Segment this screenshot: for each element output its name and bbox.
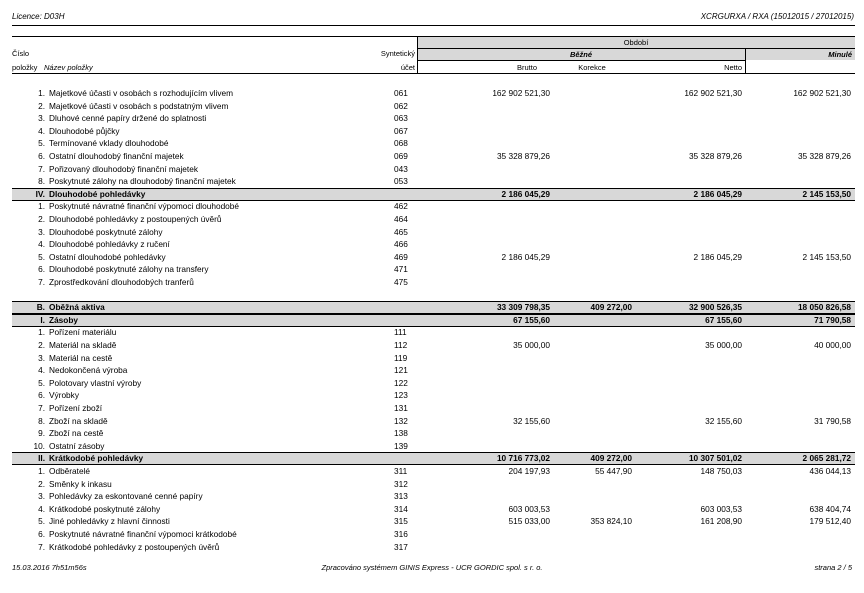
row-name: Jiné pohledávky z hlavní činnosti <box>49 516 170 527</box>
table-row <box>12 263 855 276</box>
row-account: 123 <box>394 390 408 401</box>
col-synt-2: účet <box>400 63 415 72</box>
footer-date: 15.03.2016 7h51m56s <box>12 563 87 572</box>
row-number: 6. <box>38 390 45 401</box>
row-name: Poskytnuté návratné finanční výpomoci dlouhodobé <box>49 201 240 212</box>
row-number: 3. <box>38 113 45 124</box>
row-number: 1. <box>38 201 45 212</box>
row-account: 053 <box>394 176 408 187</box>
head-mid-line <box>417 48 855 49</box>
row-netto: 162 902 521,30 <box>684 88 742 98</box>
col-bezne: Běžné <box>569 50 593 59</box>
row-account: 316 <box>394 529 408 539</box>
row-number: 5. <box>38 138 45 149</box>
licence-label: Licence: D03H <box>12 12 65 21</box>
table-row <box>12 440 855 453</box>
row-name: Termínované vklady dlouhodobé <box>49 138 169 149</box>
row-account: 465 <box>394 226 408 237</box>
row-brutto: 33 309 798,35 <box>496 302 550 313</box>
row-brutto: 2 186 045,29 <box>501 251 550 262</box>
row-brutto: 35 000,00 <box>513 340 550 350</box>
row-name: Ostatní dlouhodobý finanční majetek <box>49 151 184 161</box>
table-row <box>12 415 855 428</box>
row-number: 1. <box>38 327 45 338</box>
row-name: Zboží na skladě <box>49 415 108 426</box>
row-brutto: 2 186 045,29 <box>501 188 550 199</box>
row-number: 3. <box>38 226 45 237</box>
footer-system: Zpracováno systémem GINIS Express - UCR GORDIC spol. s r. o. <box>321 563 543 572</box>
row-netto: 35 328 879,26 <box>688 151 742 161</box>
report-id: XCRGURXA / RXA (15012015 / 27012015) <box>700 12 854 21</box>
row-number: 1. <box>38 88 45 98</box>
row-account: 469 <box>394 251 408 262</box>
table-row <box>12 339 855 352</box>
row-korekce: 409 272,00 <box>590 302 632 313</box>
row-number: 5. <box>38 251 45 262</box>
row-name: Poskytnuté návratné finanční výpomoci krátkodobé <box>49 529 237 539</box>
row-number: 2. <box>38 100 45 111</box>
row-name: Výrobky <box>49 390 79 401</box>
col-nazev: Název položky <box>44 63 93 72</box>
row-account: 139 <box>394 440 408 451</box>
row-name: Pořízení zboží <box>49 403 103 413</box>
row-name: Zásoby <box>49 314 79 325</box>
row-account: 466 <box>394 239 408 250</box>
row-minule: 179 512,40 <box>809 516 851 527</box>
row-account: 063 <box>394 113 408 124</box>
row-account: 471 <box>394 264 408 275</box>
row-name: Majetkové účasti v osobách s podstatným vlivem <box>49 100 229 111</box>
row-name: Dlouhodobé pohledávky z ručení <box>49 239 170 250</box>
row-account: 132 <box>394 415 408 426</box>
table-row <box>12 314 855 327</box>
row-name: Nedokončená výroba <box>49 365 128 376</box>
row-number: 7. <box>38 163 45 174</box>
row-name: Materiál na cestě <box>49 352 113 363</box>
table-row <box>12 213 855 226</box>
row-minule: 2 145 153,50 <box>802 251 851 262</box>
row-number: 9. <box>38 428 45 439</box>
row-name: Dlouhodobé pohledávky <box>49 188 146 199</box>
row-account: 043 <box>394 163 408 174</box>
row-number: 8. <box>38 176 45 187</box>
col-minule: Minulé <box>828 50 852 59</box>
table-row <box>12 452 855 465</box>
table-row <box>12 402 855 415</box>
head-top-line <box>12 36 855 37</box>
row-minule: 40 000,00 <box>814 340 851 350</box>
row-number: 1. <box>38 466 45 476</box>
table-row <box>12 326 855 339</box>
table-row <box>12 87 855 100</box>
row-account: 315 <box>394 516 408 527</box>
row-name: Pořizovaný dlouhodobý finanční majetek <box>49 163 198 174</box>
row-number: 5. <box>38 377 45 388</box>
row-korekce: 409 272,00 <box>590 453 632 464</box>
table-row <box>12 427 855 440</box>
table-row <box>12 515 855 528</box>
row-number: 10. <box>33 440 45 451</box>
footer-page: strana 2 / 5 <box>814 563 852 572</box>
column-header <box>12 36 855 74</box>
table-row <box>12 528 855 541</box>
row-minule: 35 328 879,26 <box>797 151 851 161</box>
row-netto: 10 307 501,02 <box>688 453 742 464</box>
col-cislo-1: Číslo <box>12 49 30 58</box>
row-account: 138 <box>394 428 408 439</box>
table-row <box>12 389 855 402</box>
row-number: 8. <box>38 415 45 426</box>
row-name: Poskytnuté zálohy na dlouhodobý finanční majetek <box>49 176 236 187</box>
row-netto: 603 003,53 <box>700 503 742 514</box>
row-account: 312 <box>394 478 408 489</box>
row-name: Směnky k inkasu <box>49 478 112 489</box>
row-account: 112 <box>394 340 408 350</box>
row-account: 314 <box>394 503 408 514</box>
row-netto: 161 208,90 <box>700 516 742 527</box>
table-row <box>12 541 855 554</box>
row-netto: 32 900 526,35 <box>688 302 742 313</box>
col-korekce: Korekce <box>578 63 606 72</box>
row-number: 2. <box>38 340 45 350</box>
table-row <box>12 175 855 188</box>
table-row <box>12 238 855 251</box>
row-account: 067 <box>394 125 408 136</box>
row-brutto: 67 155,60 <box>513 314 550 325</box>
row-brutto: 204 197,93 <box>508 466 550 476</box>
row-name: Dlouhodobé poskytnuté zálohy <box>49 226 163 237</box>
row-name: Dlouhodobé pohledávky z postoupených úvěrů <box>49 214 222 224</box>
table-row <box>12 125 855 138</box>
row-minule: 2 145 153,50 <box>802 188 851 199</box>
row-brutto: 162 902 521,30 <box>492 88 550 98</box>
table-row <box>12 352 855 365</box>
head-sub-line <box>417 60 745 61</box>
row-minule: 2 065 281,72 <box>802 453 851 464</box>
col-brutto: Brutto <box>516 63 537 72</box>
row-brutto: 10 716 773,02 <box>496 453 550 464</box>
row-minule: 638 404,74 <box>809 503 851 514</box>
row-account: 062 <box>394 100 408 111</box>
row-number: 2. <box>38 478 45 489</box>
row-number: B. <box>36 302 45 313</box>
row-brutto: 35 328 879,26 <box>496 151 550 161</box>
row-number: 3. <box>38 491 45 502</box>
row-minule: 162 902 521,30 <box>793 88 851 98</box>
row-account: 119 <box>394 352 408 363</box>
row-account: 464 <box>394 214 408 224</box>
row-name: Dlouhodobé půjčky <box>49 125 120 136</box>
table-row <box>12 478 855 491</box>
row-number: 2. <box>38 214 45 224</box>
row-account: 313 <box>394 491 408 502</box>
row-account: 475 <box>394 277 408 287</box>
table-row <box>12 137 855 150</box>
row-name: Pořízení materiálu <box>49 327 117 338</box>
row-account: 122 <box>394 377 408 388</box>
row-brutto: 603 003,53 <box>508 503 550 514</box>
table-row <box>12 301 855 314</box>
row-number: 7. <box>38 541 45 552</box>
row-name: Majetkové účasti v osobách s rozhodujícím vlivem <box>49 88 233 98</box>
row-minule: 436 044,13 <box>809 466 851 476</box>
row-netto: 2 186 045,29 <box>693 251 742 262</box>
col-netto: Netto <box>724 63 742 72</box>
row-name: Zboží na cestě <box>49 428 104 439</box>
row-name: Krátkodobé poskytnuté zálohy <box>49 503 161 514</box>
row-number: I. <box>40 314 45 325</box>
table-row <box>12 112 855 125</box>
row-brutto: 515 033,00 <box>508 516 550 527</box>
row-brutto: 32 155,60 <box>513 415 550 426</box>
row-number: 6. <box>38 151 45 161</box>
row-number: 6. <box>38 529 45 539</box>
row-number: 4. <box>38 125 45 136</box>
table-row <box>12 200 855 213</box>
col-cislo-2: položky <box>12 63 38 72</box>
row-name: Dlouhodobé poskytnuté zálohy na transfery <box>49 264 209 275</box>
row-minule: 71 790,58 <box>814 314 851 325</box>
table-row <box>12 163 855 176</box>
table-row <box>12 150 855 163</box>
row-name: Zprostředkování dlouhodobých tranferů <box>49 277 194 287</box>
row-number: IV. <box>35 188 45 199</box>
table-row <box>12 503 855 516</box>
row-name: Oběžná aktiva <box>49 302 105 313</box>
row-account: 131 <box>394 403 408 413</box>
row-netto: 67 155,60 <box>705 314 742 325</box>
row-netto: 35 000,00 <box>705 340 742 350</box>
table-row <box>12 364 855 377</box>
row-account: 069 <box>394 151 408 161</box>
row-name: Dluhové cenné papíry držené do splatnosti <box>49 113 207 124</box>
row-netto: 32 155,60 <box>705 415 742 426</box>
table-row <box>12 226 855 239</box>
row-account: 111 <box>394 327 407 338</box>
row-netto: 2 186 045,29 <box>693 188 742 199</box>
table-row <box>12 188 855 201</box>
table-row <box>12 490 855 503</box>
row-number: 4. <box>38 365 45 376</box>
row-number: 6. <box>38 264 45 275</box>
row-korekce: 353 824,10 <box>590 516 632 527</box>
row-number: II. <box>38 453 45 464</box>
row-name: Krátkodobé pohledávky <box>49 453 144 464</box>
row-minule: 18 050 826,58 <box>797 302 851 313</box>
header-divider <box>12 25 855 26</box>
row-account: 317 <box>394 541 408 552</box>
row-name: Odběratelé <box>49 466 91 476</box>
row-minule: 31 790,58 <box>814 415 851 426</box>
row-name: Polotovary vlastní výroby <box>49 377 142 388</box>
row-number: 3. <box>38 352 45 363</box>
row-name: Ostatní dlouhodobé pohledávky <box>49 251 166 262</box>
head-bottom-line <box>12 73 855 74</box>
table-row <box>12 276 855 289</box>
row-account: 311 <box>394 466 408 476</box>
table-row <box>12 377 855 390</box>
table-row <box>12 100 855 113</box>
row-number: 4. <box>38 503 45 514</box>
row-number: 7. <box>38 403 45 413</box>
row-number: 7. <box>38 277 45 287</box>
row-name: Ostatní zásoby <box>49 440 105 451</box>
col-synt-1: Syntetický <box>380 49 415 58</box>
row-name: Pohledávky za eskontované cenné papíry <box>49 491 203 502</box>
row-korekce: 55 447,90 <box>595 466 632 476</box>
row-account: 061 <box>394 88 408 98</box>
row-account: 462 <box>394 201 408 212</box>
row-name: Materiál na skladě <box>49 340 117 350</box>
col-obdobi: Období <box>623 38 649 47</box>
row-number: 5. <box>38 516 45 527</box>
row-account: 068 <box>394 138 408 149</box>
table-row <box>12 465 855 478</box>
row-netto: 148 750,03 <box>700 466 742 476</box>
row-number: 4. <box>38 239 45 250</box>
table-row <box>12 251 855 264</box>
row-name: Krátkodobé pohledávky z postoupených úvěrů <box>49 541 220 552</box>
row-account: 121 <box>394 365 408 376</box>
table-row <box>12 289 855 302</box>
